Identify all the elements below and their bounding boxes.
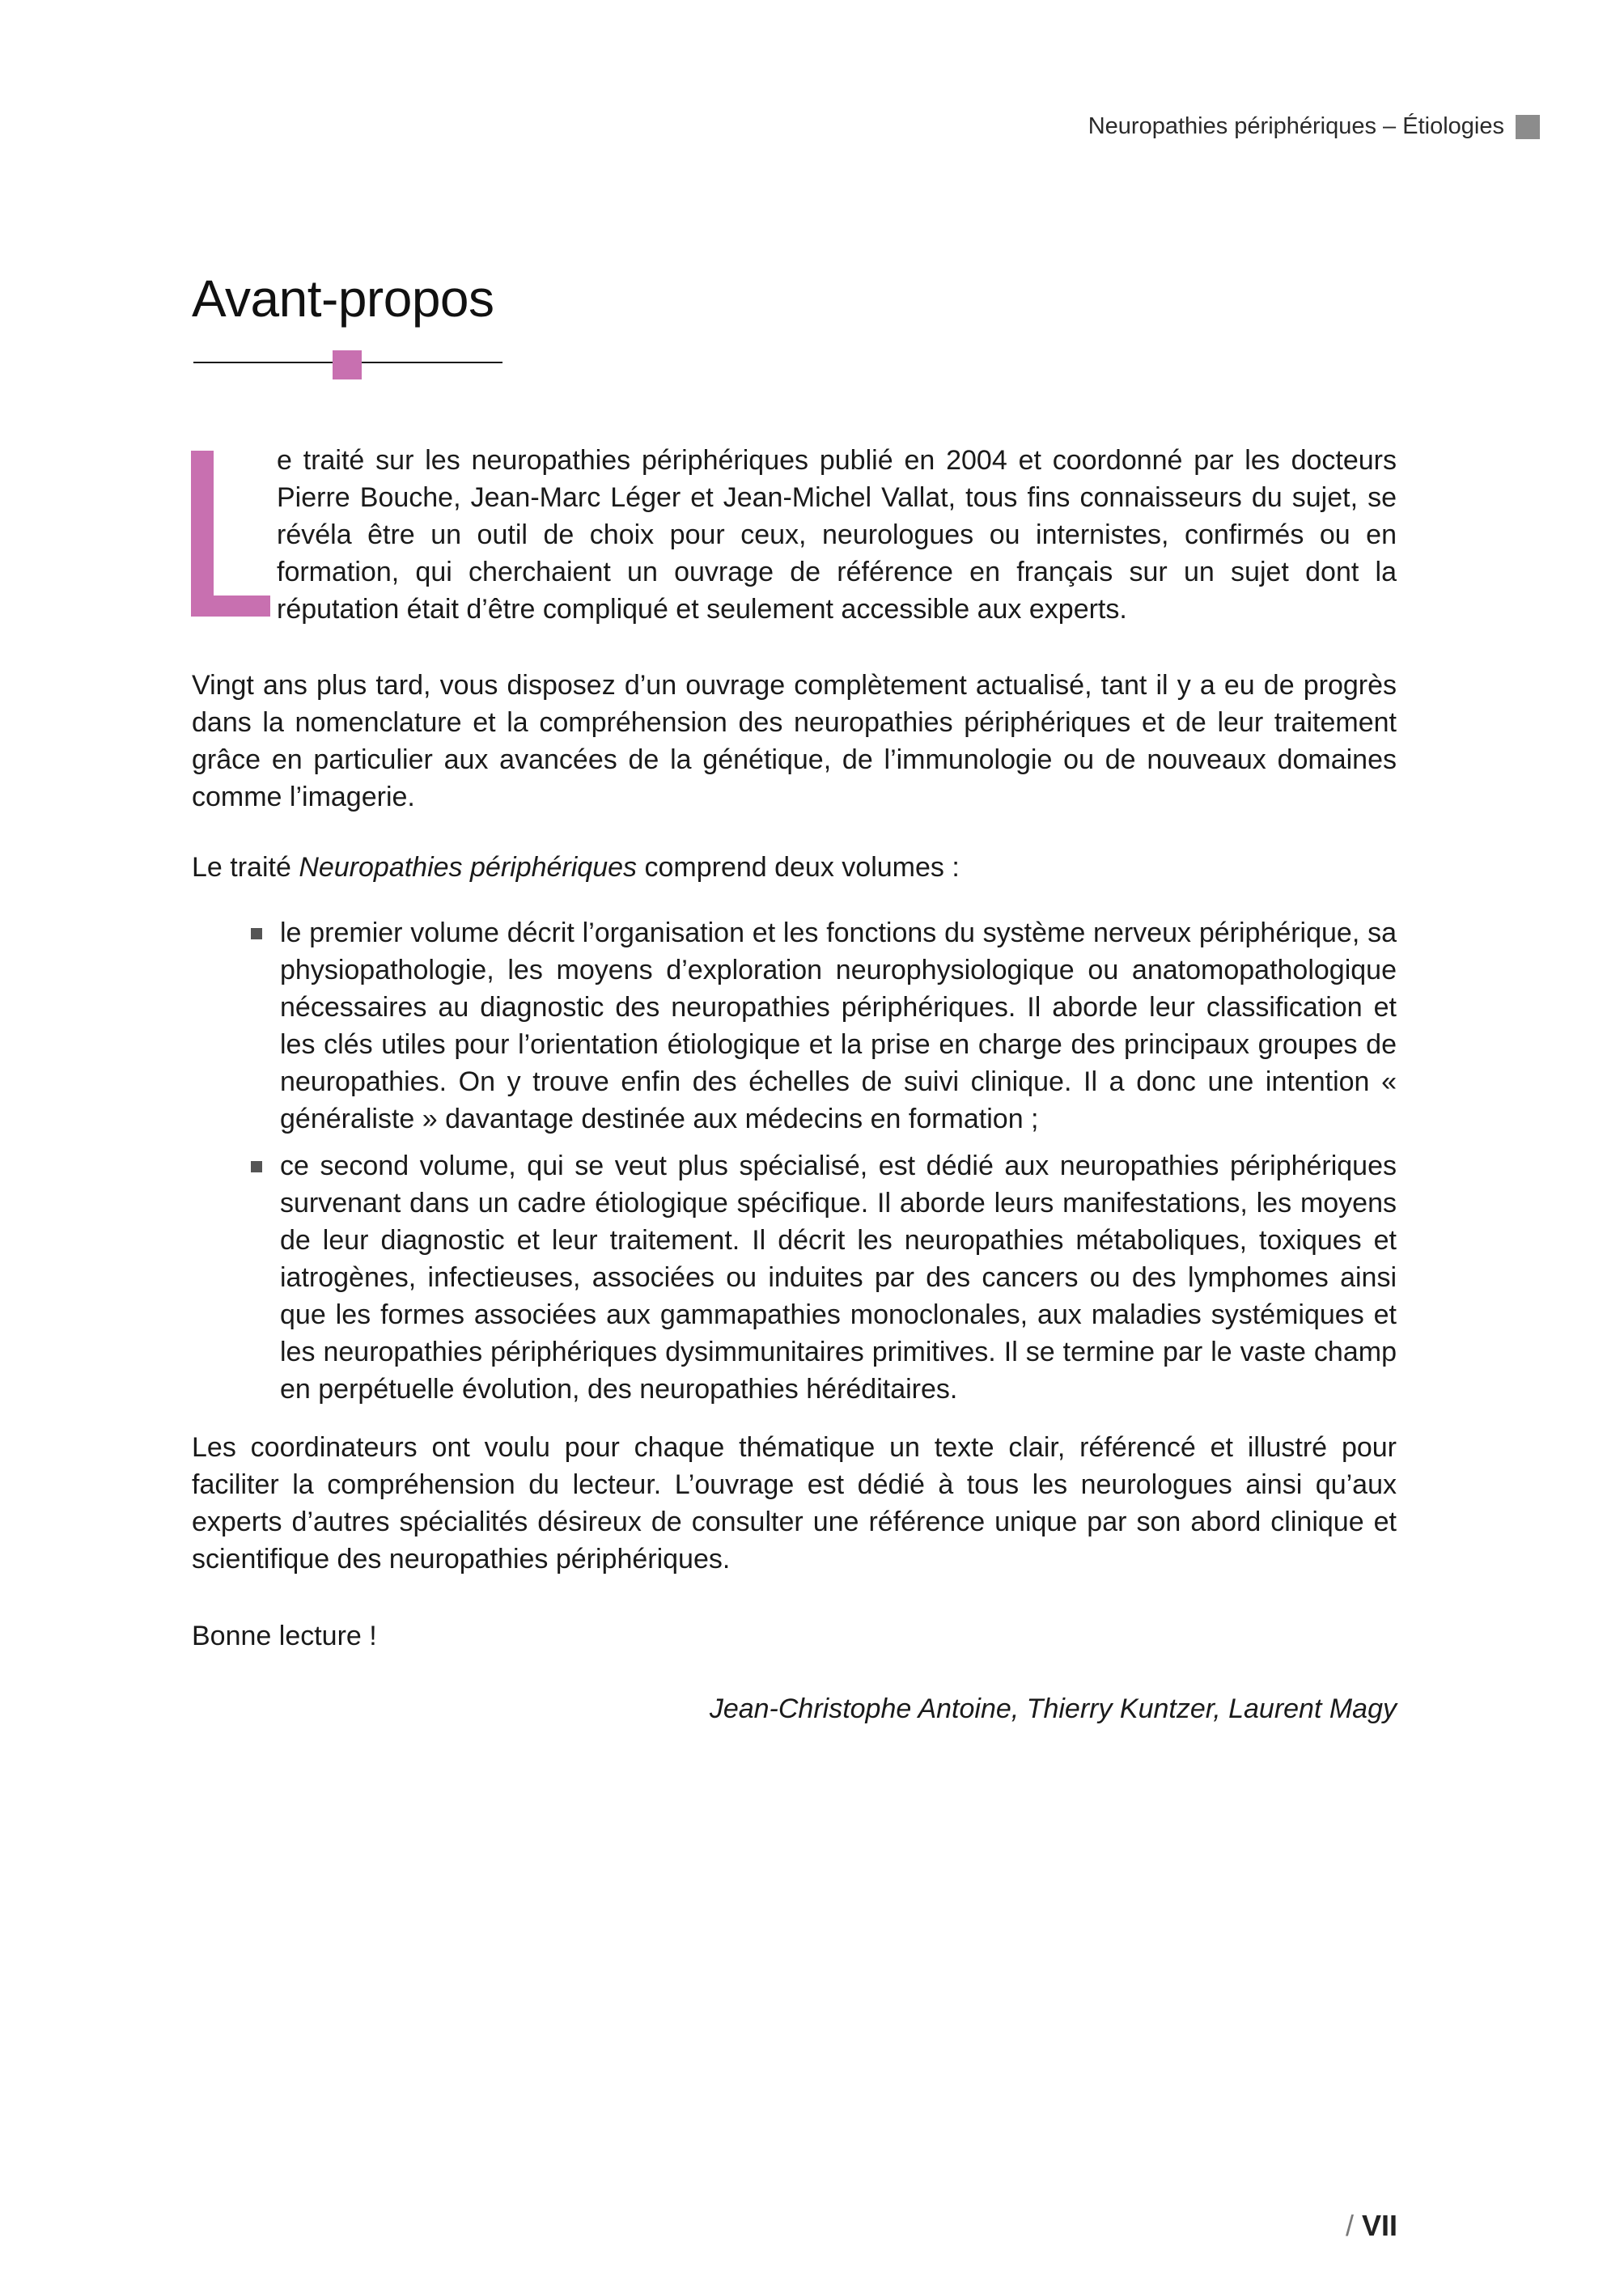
running-head [1088,113,1540,140]
paragraph-4: Les coordinateurs ont voulu pour chaque thématique un texte clair, référencé et illustré pour faciliter la compréhension du lecteur. L’ouvrage est dédié à tous les neurologues ainsi qu’aux experts d’autres spécialités désireux de consulter une référence unique par son abord clinique et scientifique des neuropathies périphériques. [192,1432,1397,1575]
closing-line: Bonne lecture ! [192,1621,377,1651]
page-number [1346,2209,1397,2243]
chapter-title: Avant-propos [192,269,494,328]
running-head-text: Neuropathies périphériques – Étiologies [1088,113,1504,139]
list-item [249,1147,1397,1408]
list-item [249,914,1397,1138]
list-item-text: ce second volume, qui se veut plus spécialisé, est dédié aux neuropathies périphériques survenant dans un cadre étiologique spécifique. Il aborde leurs manifestations, les moyens de leur diagnostic et leur traitement. Il décrit les neuropathies métaboliques, toxiques et iatrogènes, infectieuses, associées ou induites par des cancers ou des lymphomes ainsi que les formes associées aux gammapathies monoclonales, aux maladies systémiques et les neuropathies périphériques dysimmunitaires primitives. Il se termine par le vaste champ en perpétuelle évolution, des neuropathies héréditaires. [280,1151,1397,1405]
title-marker-square [333,350,362,379]
volumes-list [249,914,1397,1418]
list-item-text: le premier volume décrit l’organisation et les fonctions du système nerveux périphérique, sa physiopathologie, les moyens d’exploration neurophysiologique ou anatomopathologique nécessaires au diagnostic des neuropathies périphériques. Il aborde leur classification et les clés utiles pour l’orientation étiologique et la prise en charge des principaux groupes de neuropathies. On y trouve enfin des échelles de suivi clinique. Il a donc une intention « généraliste » davantage destinée aux médecins en formation ; [280,918,1397,1134]
paragraph-3 [192,849,1397,886]
paragraph-3-prefix: Le traité [192,852,299,883]
paragraph-3-suffix: comprend deux volumes : [637,852,960,883]
bullet-square-icon [251,928,262,939]
lead-paragraph: e traité sur les neuropathies périphériques publié en 2004 et coordonné par les docteurs Pierre Bouche, Jean-Marc Léger et Jean-Michel Vallat, tous fins connaisseurs du sujet, se révéla être un outil de choix pour ceux, neurologues ou internistes, confirmés ou en formation, qui cherchaient un ouvrage de référence en français sur un sujet dont la réputation était d’être compliqué et seulement accessible aux experts. [277,445,1397,625]
page-number-slash: / [1345,2209,1354,2242]
signature: Jean-Christophe Antoine, Thierry Kuntzer, Laurent Magy [709,1693,1397,1724]
drop-cap-letter [191,451,270,617]
bullet-square-icon [251,1161,262,1172]
drop-cap-foot [191,596,270,617]
running-head-square-icon [1516,115,1540,139]
paragraph-2: Vingt ans plus tard, vous disposez d’un ouvrage complètement actualisé, tant il y a eu de progrès dans la nomenclature et la compréhension des neuropathies périphériques et de leur traitement grâce en particulier aux avancées de la génétique, de l’immunologie ou de nouveaux domaines comme l’imagerie. [192,670,1397,812]
drop-cap-stem [191,451,214,617]
page-number-value: VII [1361,2209,1397,2242]
paragraph-3-title: Neuropathies périphériques [299,852,638,883]
